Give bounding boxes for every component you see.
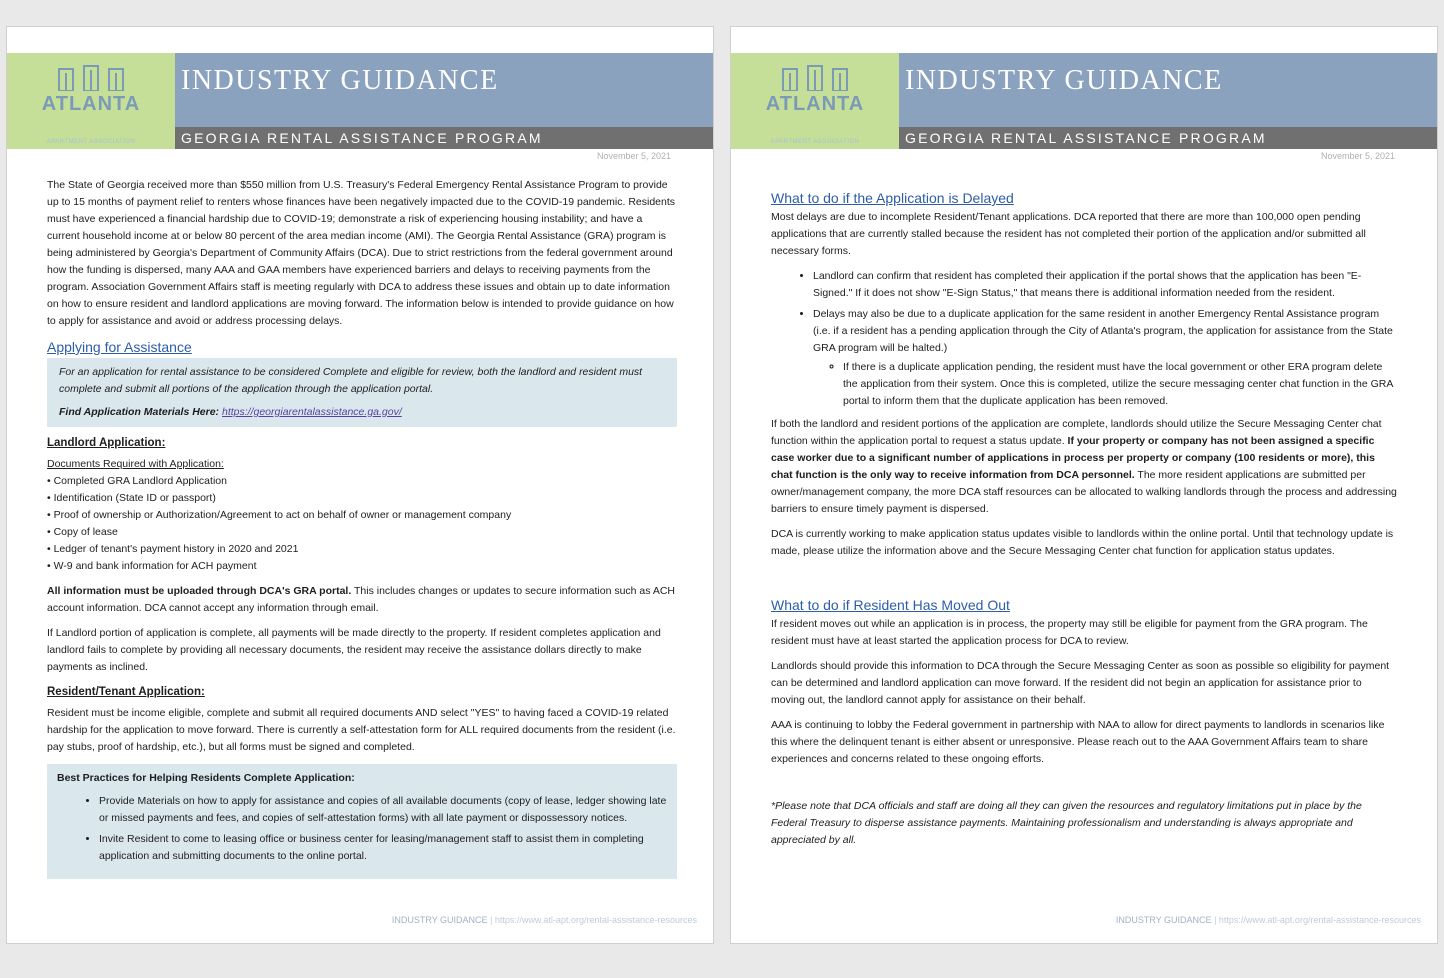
header-banner [731, 53, 1438, 149]
footer-label: INDUSTRY GUIDANCE [391, 915, 488, 925]
moved-out-paragraph-2: Landlords should provide this information to DCA through the Secure Messaging Center as soon as possible so eligibility for payment can be determined and landlord application can move forward. If the resident did not begin an application for assistance prior to moving out, the landlord cannot apply for assistance on their behalf. [771, 660, 1390, 706]
secure-part-1: If both the landlord and resident portions of the application are complete, landlords should utilize the Secure Messaging Center chat function within the application portal to request a status update. [771, 418, 1382, 447]
logo-name: ATLANTA [41, 93, 141, 115]
bullet-text: Delays may also be due to a duplicate application for the same resident in another Emergency Rental Assistance program (i.e. if a resident has a pending application through the City of Atlanta's program, the application for assistance from the State GRA program will be halted.) [813, 308, 1393, 354]
page-title: INDUSTRY GUIDANCE [181, 65, 499, 96]
list-item: • Provide Materials on how to apply for assistance and copies of all available documents (copy of lease, ledger showing late or missed payments and fees, and copies of self-attestation forms) with all late payment or dispossessory notices. [99, 793, 667, 827]
find-materials [59, 404, 665, 421]
documents-list [47, 473, 677, 575]
logo-subtitle: APARTMENT ASSOCIATION [770, 139, 860, 145]
list-item: • Invite Resident to come to leasing office or business center for leasing/management staff to assist them in completing application and submitting documents to the online portal. [99, 831, 667, 865]
list-item: • Completed GRA Landlord Application [47, 473, 677, 490]
moved-out-heading: What to do if Resident Has Moved Out [771, 597, 1010, 613]
callout-text: For an application for rental assistance to be considered Complete and eligible for review, both the landlord and resident must complete and submit all portions of the application through the application portal. [59, 366, 643, 395]
secure-part-2: The more resident applications are submitted per owner/management company, the more DCA staff resources can be allocated to walking landlords through the process and addressing barriers to ensure timely payment is dispersed. [771, 469, 1397, 515]
delayed-heading: What to do if the Application is Delayed [771, 190, 1014, 206]
list-item: • Copy of lease [47, 524, 677, 541]
upload-bold: All information must be uploaded through DCA's GRA portal. [47, 585, 352, 597]
document-date: November 5, 2021 [1320, 151, 1395, 161]
best-practices-title: Best Practices for Helping Residents Complete Application: [57, 772, 355, 784]
footer-separator: | [487, 915, 495, 925]
list-item: • Ledger of tenant's payment history in 2020 and 2021 [47, 541, 677, 558]
page-subtitle: GEORGIA RENTAL ASSISTANCE PROGRAM [905, 130, 1267, 146]
logo [7, 53, 175, 149]
title-bar [175, 53, 714, 127]
delay-reasons-list [771, 268, 1397, 410]
list-item: • Proof of ownership or Authorization/Agreement to act on behalf of owner or management company [47, 507, 677, 524]
delayed-paragraph: Most delays are due to incomplete Resident/Tenant applications. DCA reported that there are more than 100,000 open pending applications that are currently stalled because the resident has not completed their portion of the application and/or submitted all necessary forms. [771, 211, 1366, 257]
buildings-logo-icon [51, 65, 131, 91]
landlord-paragraph: If Landlord portion of application is complete, all payments will be made directly to the property. If resident completes application and landlord fails to complete by providing all necessary documents, the resident may receive the assistance dollars directly to make payments as inclined. [47, 627, 661, 673]
page-footer [392, 915, 697, 925]
best-practices-list [57, 793, 667, 865]
document-page-2 [730, 26, 1438, 944]
application-callout [47, 358, 677, 427]
logo-name: ATLANTA [765, 93, 865, 115]
footer-label: INDUSTRY GUIDANCE [1115, 915, 1212, 925]
subtitle-bar [899, 127, 1438, 149]
moved-out-paragraph-3: AAA is continuing to lobby the Federal government in partnership with NAA to allow for direct payments to landlords in scenarios like this where the delinquent tenant is either absent or unresponsive. Please reach out to the AAA Government Affairs team to share experiences and concerns related to these ongoing efforts. [771, 719, 1385, 765]
subtitle-bar [175, 127, 714, 149]
footer-separator: | [1211, 915, 1219, 925]
closing-note: *Please note that DCA officials and staff are doing all they can given the resources and regulatory limitations put in place by the Federal Treasury to disperse assistance payments. Maintaining professionalism and understanding is always appropriate and appreciated by all. [771, 800, 1362, 846]
secure-bold: If your property or company has not been assigned a specific case worker due to a significant number of applications in process per property or company (100 residents or more), this chat function is the only way to receive information from DCA personnel. [771, 435, 1375, 481]
list-item: • Identification (State ID or passport) [47, 490, 677, 507]
intro-paragraph: The State of Georgia received more than $550 million from U.S. Treasury's Federal Emergency Rental Assistance Program to provide up to 15 months of payment relief to renters whose finances have been negatively impacted due to the COVID-19 pandemic. Residents must have experienced a financial hardship due to COVID-19; demonstrate a risk of experiencing housing instability; and have a current household income at or below 80 percent of the area median income (AMI). The Georgia Rental Assistance (GRA) program is being administered by Georgia's Department of Community Affairs (DCA). Due to strict restrictions from the federal government around how the funding is dispersed, many AAA and GAA members have experienced barriers and delays to receiving payments from the program. Association Government Affairs staff is meeting regularly with DCA to address these issues and obtain up to date information on how to ensure resident and landlord applications are moving forward. The information below is intended to provide guidance on how to apply for assistance and avoid or address processing delays. [47, 179, 676, 327]
resident-application-heading: Resident/Tenant Application: [47, 686, 205, 698]
upload-rest: This includes changes or updates to secure information such as ACH account information. DCA cannot accept any information through email. [47, 585, 676, 614]
document-date: November 5, 2021 [596, 151, 671, 161]
status-paragraph: DCA is currently working to make application status updates visible to landlords within the online portal. Until that technology update is made, please utilize the information above and the Secure Messaging Center chat function for application status updates. [771, 528, 1394, 557]
application-portal-link[interactable]: https://georgiarentalassistance.ga.gov/ [221, 406, 402, 418]
page-subtitle: GEORGIA RENTAL ASSISTANCE PROGRAM [181, 130, 543, 146]
document-page-1 [6, 26, 714, 944]
moved-out-paragraph-1: If resident moves out while an application is in process, the property may still be eligible for payment from the GRA program. The resident must have at least started the application process for DCA to review. [771, 618, 1368, 647]
resident-paragraph: Resident must be income eligible, complete and submit all required documents AND select "YES" to having faced a COVID-19 related hardship for the application to move forward. There is currently a self-attestation form for ALL required documents from the resident (i.e. pay stubs, proof of hardship, etc.), but all forms must be signed and completed. [47, 707, 676, 753]
applying-heading: Applying for Assistance [47, 339, 192, 355]
secure-messaging-paragraph [771, 416, 1397, 518]
list-item [813, 306, 1397, 410]
buildings-logo-icon [775, 65, 855, 91]
page-1-body [47, 177, 677, 879]
best-practices-box [47, 764, 677, 879]
sub-list [813, 359, 1397, 410]
list-item: • W-9 and bank information for ACH payment [47, 558, 677, 575]
upload-paragraph [47, 583, 677, 617]
list-item: ◦ If there is a duplicate application pending, the resident must have the local government or other ERA program delete the application from their system. Once this is completed, utilize the secure messaging center chat function in the GRA portal to inform them that the duplicate application has been removed. [843, 359, 1397, 410]
footer-url[interactable]: https://www.atl-apt.org/rental-assistance-resources [494, 915, 697, 925]
logo-subtitle: APARTMENT ASSOCIATION [46, 139, 136, 145]
find-materials-label: Find Application Materials Here: [59, 406, 220, 418]
footer-url[interactable]: https://www.atl-apt.org/rental-assistance-resources [1218, 915, 1421, 925]
logo [731, 53, 899, 149]
page-2-body [771, 189, 1397, 857]
page-title: INDUSTRY GUIDANCE [905, 65, 1223, 96]
header-banner [7, 53, 714, 149]
title-bar [899, 53, 1438, 127]
documents-required-label: Documents Required with Application: [47, 458, 224, 470]
page-footer [1116, 915, 1421, 925]
list-item: • Landlord can confirm that resident has completed their application if the portal shows that the application has been "E-Signed." If it does not show "E-Sign Status," that means there is additional information needed from the resident. [813, 268, 1397, 302]
landlord-application-heading: Landlord Application: [47, 437, 166, 449]
